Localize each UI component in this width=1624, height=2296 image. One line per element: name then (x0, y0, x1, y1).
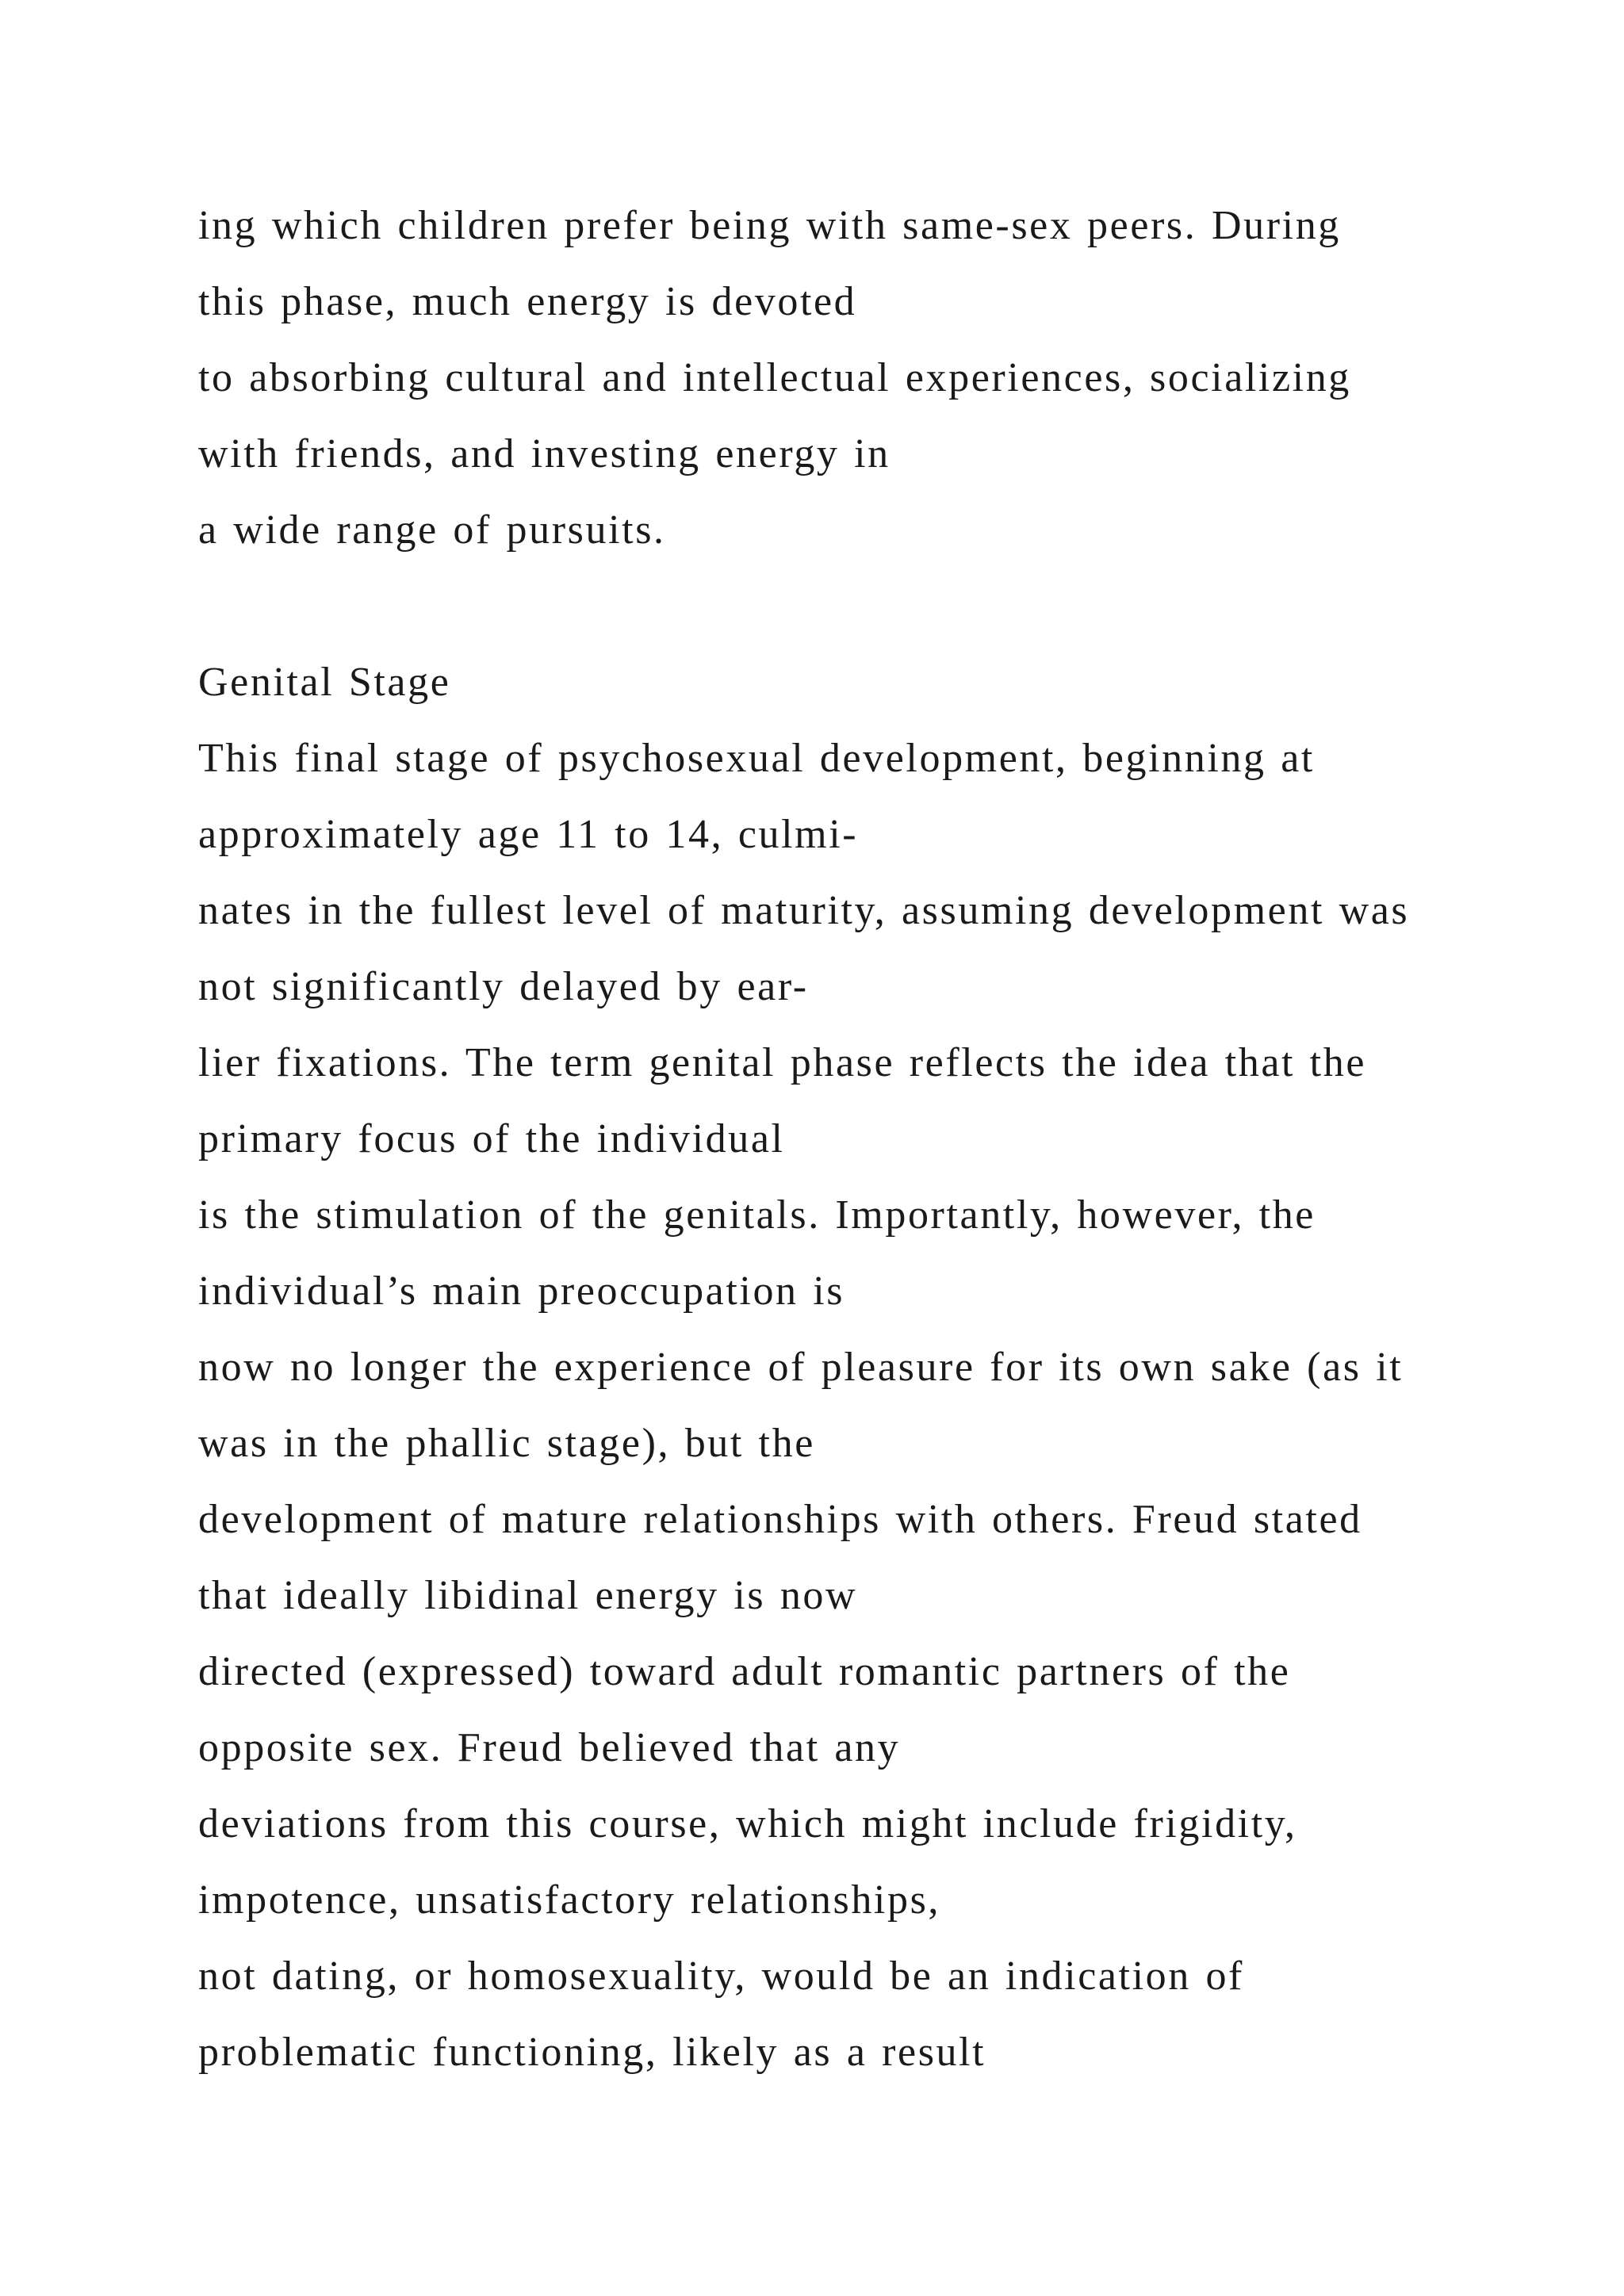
text-line: not significantly delayed by ear- (198, 964, 809, 1009)
section-heading: Genital Stage (198, 660, 451, 705)
text-line: impotence, unsatisfactory relationships, (198, 1877, 941, 1923)
text-line: individual’s main preoccupation is (198, 1269, 845, 1314)
text-line: primary focus of the individual (198, 1116, 785, 1161)
text-line: opposite sex. Freud believed that any (198, 1725, 901, 1770)
text-line: development of mature relationships with others. Freud stated (198, 1497, 1362, 1542)
text-line: a wide range of pursuits. (198, 507, 666, 553)
text-line: This final stage of psychosexual development, beginning at (198, 736, 1315, 781)
text-line: ing which children prefer being with same-sex peers. During (198, 203, 1341, 248)
document-body (198, 188, 1562, 2091)
text-line: with friends, and investing energy in (198, 431, 891, 476)
text-line: approximately age 11 to 14, culmi- (198, 812, 859, 857)
text-line: problematic functioning, likely as a result (198, 2030, 986, 2075)
text-line: this phase, much energy is devoted (198, 279, 857, 324)
text-line: that ideally libidinal energy is now (198, 1573, 858, 1618)
text-line: is the stimulation of the genitals. Importantly, however, the (198, 1192, 1316, 1238)
text-line: directed (expressed) toward adult romantic partners of the (198, 1649, 1291, 1694)
text-line: lier fixations. The term genital phase reflects the idea that the (198, 1040, 1366, 1085)
text-line: was in the phallic stage), but the (198, 1421, 815, 1466)
paragraph-latency-continuation (198, 188, 1562, 568)
text-line: now no longer the experience of pleasure for its own sake (as it (198, 1345, 1404, 1390)
text-line: nates in the fullest level of maturity, assuming development was (198, 888, 1410, 933)
text-line: to absorbing cultural and intellectual experiences, socializing (198, 355, 1351, 400)
text-line: not dating, or homosexuality, would be an indication of (198, 1954, 1244, 1999)
paragraph-genital-stage (198, 721, 1562, 2091)
text-line: deviations from this course, which might include frigidity, (198, 1801, 1297, 1846)
paragraph-spacer (198, 568, 1562, 645)
